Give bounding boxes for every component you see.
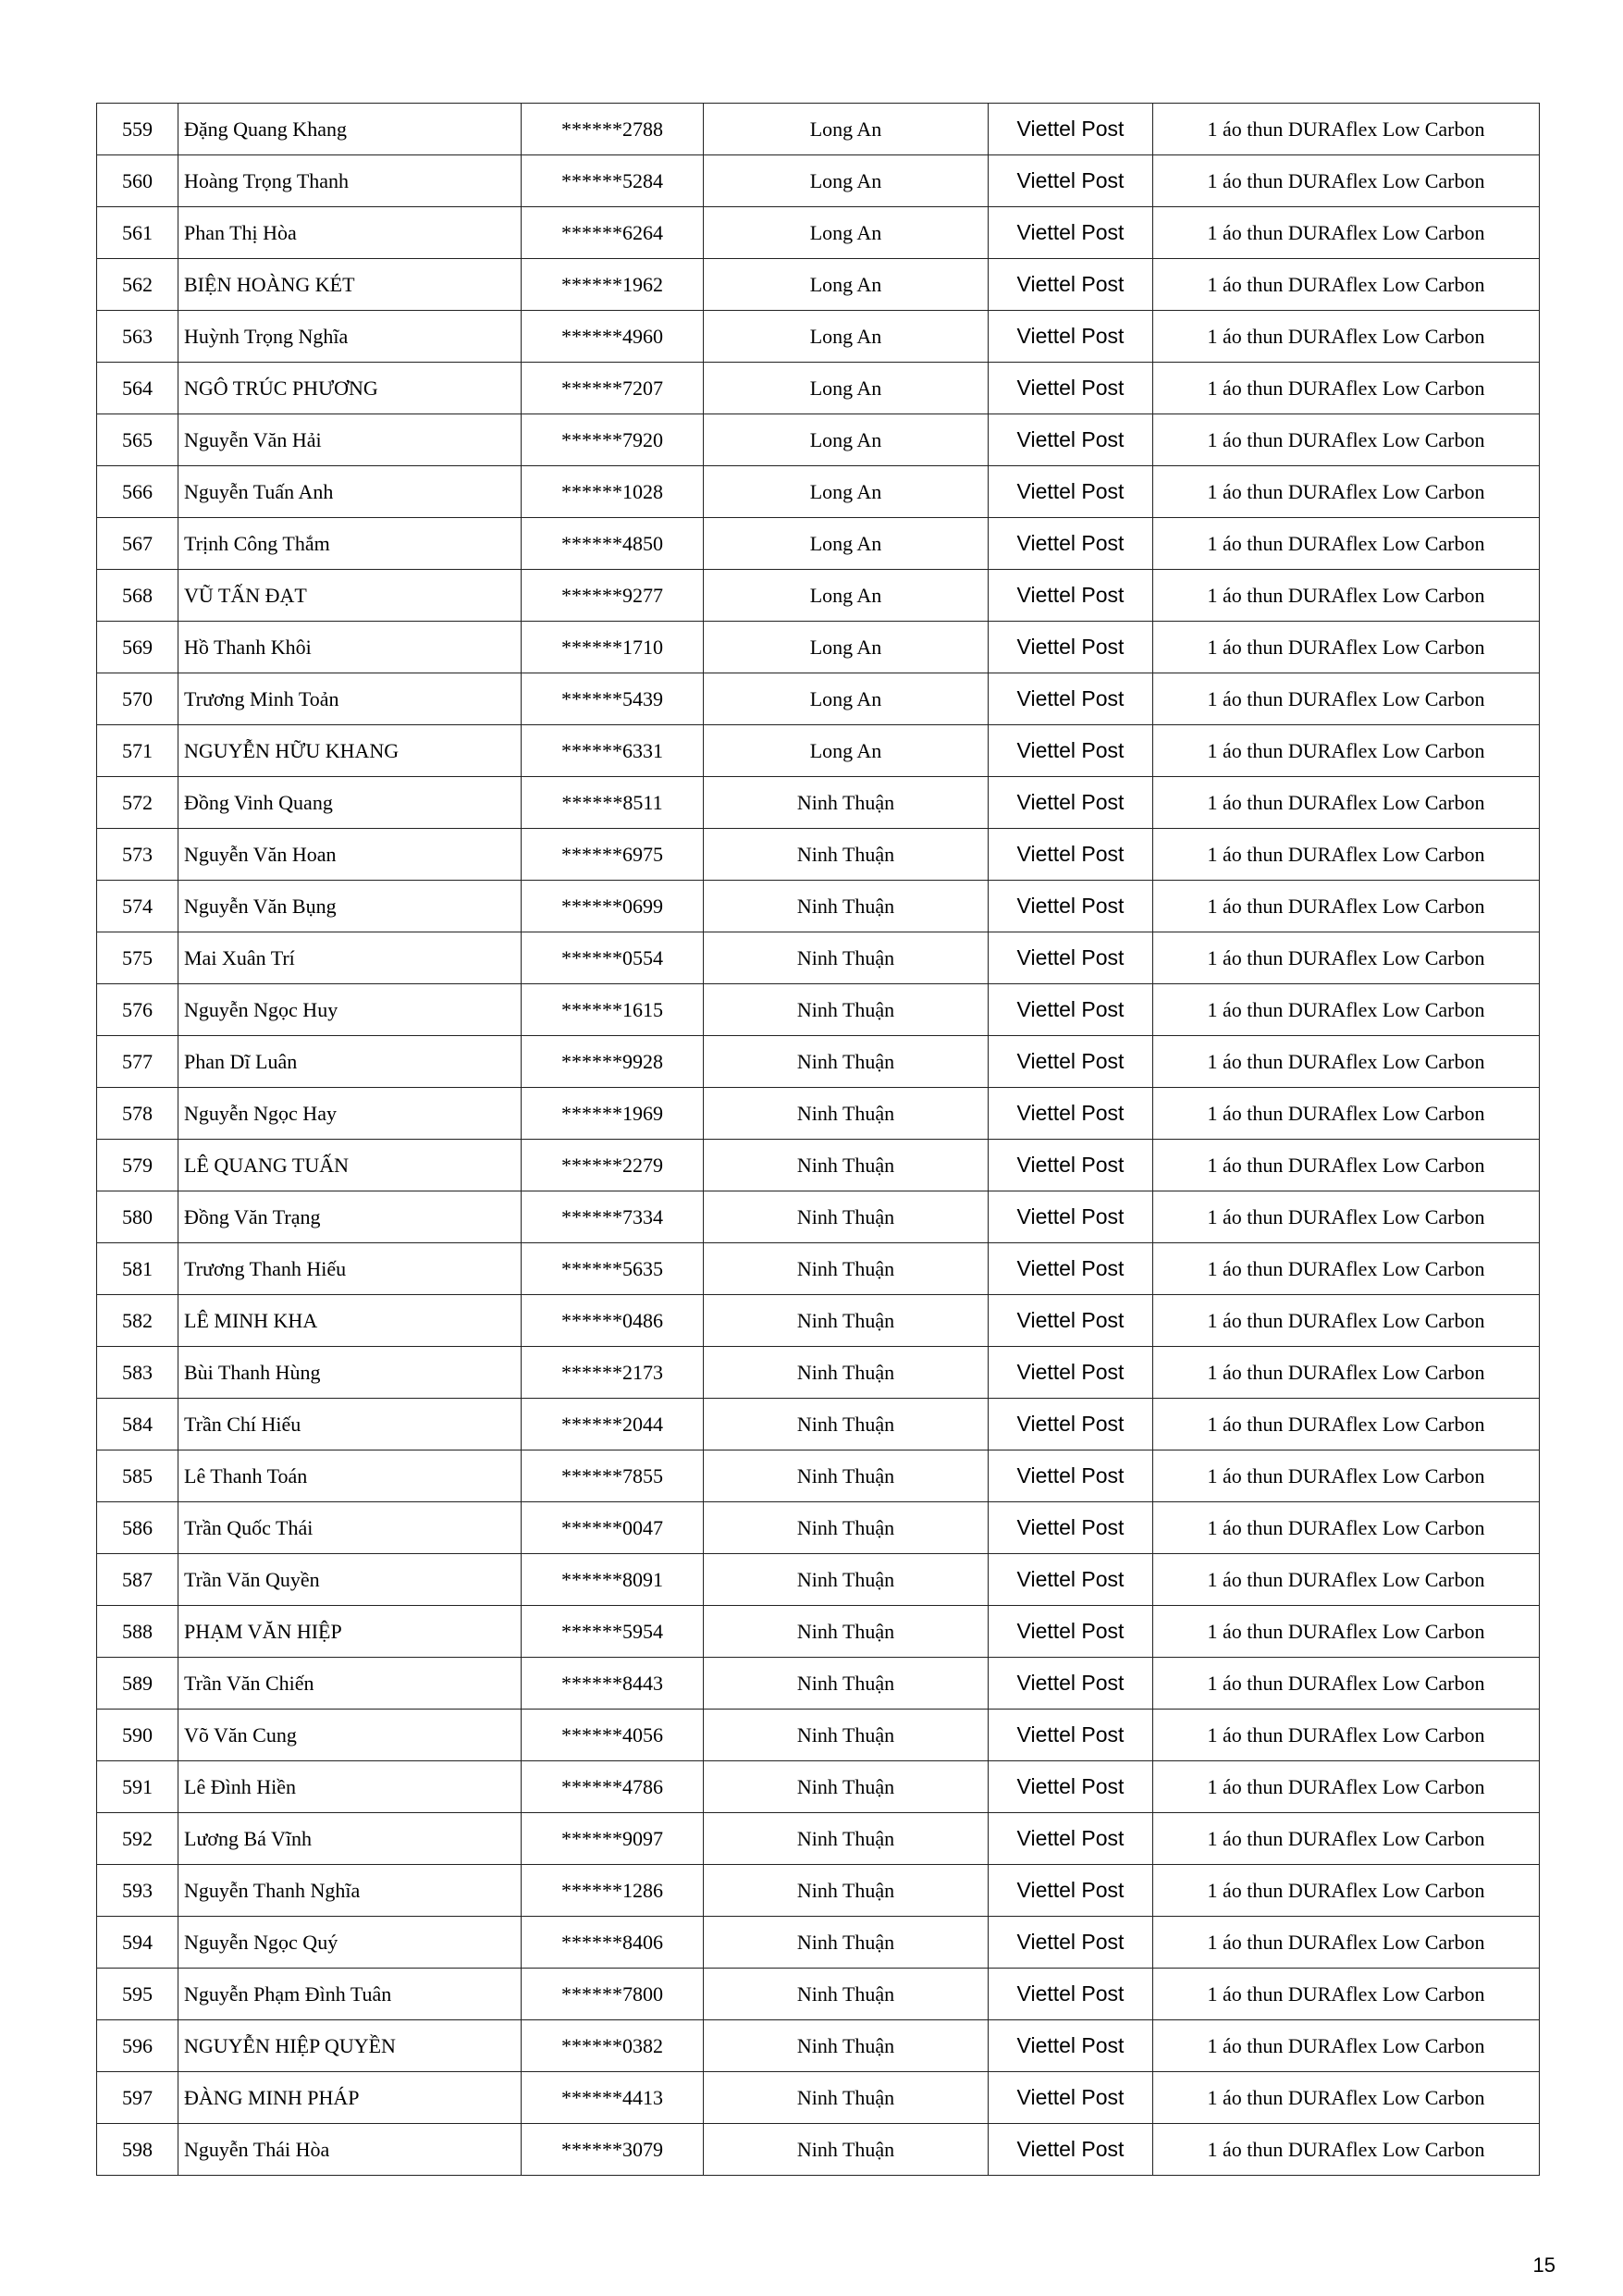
cell-prize: 1 áo thun DURAflex Low Carbon (1153, 1088, 1540, 1140)
table-row (97, 1813, 1540, 1865)
cell-phone: ******3079 (522, 2124, 704, 2176)
cell-phone: ******1615 (522, 984, 704, 1036)
table-row (97, 1658, 1540, 1710)
cell-province: Long An (704, 725, 989, 777)
cell-prize: 1 áo thun DURAflex Low Carbon (1153, 777, 1540, 829)
table-row (97, 414, 1540, 466)
cell-province: Long An (704, 363, 989, 414)
cell-stt: 584 (97, 1399, 178, 1450)
cell-province: Ninh Thuận (704, 1554, 989, 1606)
cell-prize: 1 áo thun DURAflex Low Carbon (1153, 1450, 1540, 1502)
cell-shipper: Viettel Post (989, 1969, 1153, 2020)
cell-phone: ******7855 (522, 1450, 704, 1502)
cell-name: Trần Chí Hiếu (178, 1399, 522, 1450)
table-row (97, 1761, 1540, 1813)
table-row (97, 725, 1540, 777)
cell-prize: 1 áo thun DURAflex Low Carbon (1153, 155, 1540, 207)
cell-name: Nguyễn Ngọc Quý (178, 1917, 522, 1969)
cell-name: NGÔ TRÚC PHƯƠNG (178, 363, 522, 414)
cell-name: Nguyễn Văn Bụng (178, 881, 522, 932)
cell-prize: 1 áo thun DURAflex Low Carbon (1153, 932, 1540, 984)
cell-shipper: Viettel Post (989, 155, 1153, 207)
cell-prize: 1 áo thun DURAflex Low Carbon (1153, 984, 1540, 1036)
cell-province: Ninh Thuận (704, 1399, 989, 1450)
cell-name: VŨ TẤN ĐẠT (178, 570, 522, 622)
cell-phone: ******7334 (522, 1191, 704, 1243)
cell-name: PHẠM VĂN HIỆP (178, 1606, 522, 1658)
table-row (97, 777, 1540, 829)
cell-name: Lê Đình Hiền (178, 1761, 522, 1813)
cell-prize: 1 áo thun DURAflex Low Carbon (1153, 311, 1540, 363)
cell-name: LÊ MINH KHA (178, 1295, 522, 1347)
table-row (97, 207, 1540, 259)
cell-prize: 1 áo thun DURAflex Low Carbon (1153, 881, 1540, 932)
winners-table (96, 103, 1540, 2176)
cell-phone: ******6975 (522, 829, 704, 881)
cell-phone: ******0486 (522, 1295, 704, 1347)
cell-province: Ninh Thuận (704, 1191, 989, 1243)
cell-phone: ******0382 (522, 2020, 704, 2072)
cell-shipper: Viettel Post (989, 104, 1153, 155)
cell-province: Ninh Thuận (704, 984, 989, 1036)
cell-shipper: Viettel Post (989, 1658, 1153, 1710)
cell-name: Trần Quốc Thái (178, 1502, 522, 1554)
table-row (97, 1969, 1540, 2020)
cell-province: Ninh Thuận (704, 1865, 989, 1917)
cell-shipper: Viettel Post (989, 673, 1153, 725)
table-row (97, 1036, 1540, 1088)
cell-prize: 1 áo thun DURAflex Low Carbon (1153, 1243, 1540, 1295)
cell-shipper: Viettel Post (989, 1140, 1153, 1191)
cell-prize: 1 áo thun DURAflex Low Carbon (1153, 1969, 1540, 2020)
cell-stt: 560 (97, 155, 178, 207)
cell-name: Nguyễn Thanh Nghĩa (178, 1865, 522, 1917)
cell-province: Ninh Thuận (704, 932, 989, 984)
cell-name: Trương Minh Toản (178, 673, 522, 725)
cell-name: NGUYỄN HỮU KHANG (178, 725, 522, 777)
cell-shipper: Viettel Post (989, 1813, 1153, 1865)
cell-prize: 1 áo thun DURAflex Low Carbon (1153, 1502, 1540, 1554)
cell-name: Đồng Vinh Quang (178, 777, 522, 829)
cell-stt: 565 (97, 414, 178, 466)
cell-name: Võ Văn Cung (178, 1710, 522, 1761)
cell-shipper: Viettel Post (989, 1399, 1153, 1450)
table-row (97, 932, 1540, 984)
cell-shipper: Viettel Post (989, 414, 1153, 466)
cell-stt: 587 (97, 1554, 178, 1606)
cell-name: Nguyễn Văn Hoan (178, 829, 522, 881)
cell-province: Ninh Thuận (704, 2072, 989, 2124)
cell-stt: 595 (97, 1969, 178, 2020)
table-row (97, 570, 1540, 622)
cell-stt: 576 (97, 984, 178, 1036)
page-number: 15 (1532, 2253, 1555, 2277)
cell-prize: 1 áo thun DURAflex Low Carbon (1153, 1191, 1540, 1243)
cell-shipper: Viettel Post (989, 725, 1153, 777)
winners-table-body (97, 104, 1540, 2176)
cell-phone: ******5439 (522, 673, 704, 725)
cell-stt: 577 (97, 1036, 178, 1088)
cell-shipper: Viettel Post (989, 622, 1153, 673)
cell-name: Phan Thị Hòa (178, 207, 522, 259)
cell-stt: 574 (97, 881, 178, 932)
cell-stt: 593 (97, 1865, 178, 1917)
cell-prize: 1 áo thun DURAflex Low Carbon (1153, 1295, 1540, 1347)
cell-stt: 567 (97, 518, 178, 570)
cell-prize: 1 áo thun DURAflex Low Carbon (1153, 207, 1540, 259)
cell-prize: 1 áo thun DURAflex Low Carbon (1153, 1606, 1540, 1658)
cell-phone: ******4056 (522, 1710, 704, 1761)
cell-stt: 569 (97, 622, 178, 673)
cell-prize: 1 áo thun DURAflex Low Carbon (1153, 1658, 1540, 1710)
cell-prize: 1 áo thun DURAflex Low Carbon (1153, 1917, 1540, 1969)
table-row (97, 466, 1540, 518)
cell-shipper: Viettel Post (989, 1191, 1153, 1243)
cell-prize: 1 áo thun DURAflex Low Carbon (1153, 622, 1540, 673)
cell-phone: ******2279 (522, 1140, 704, 1191)
cell-phone: ******8443 (522, 1658, 704, 1710)
cell-stt: 561 (97, 207, 178, 259)
cell-province: Ninh Thuận (704, 1813, 989, 1865)
cell-name: BIỆN HOÀNG KÉT (178, 259, 522, 311)
table-row (97, 1502, 1540, 1554)
cell-stt: 573 (97, 829, 178, 881)
cell-province: Ninh Thuận (704, 1502, 989, 1554)
cell-shipper: Viettel Post (989, 1710, 1153, 1761)
table-row (97, 2020, 1540, 2072)
cell-name: Trần Văn Quyền (178, 1554, 522, 1606)
cell-shipper: Viettel Post (989, 259, 1153, 311)
cell-shipper: Viettel Post (989, 1606, 1153, 1658)
cell-shipper: Viettel Post (989, 1088, 1153, 1140)
cell-shipper: Viettel Post (989, 932, 1153, 984)
cell-name: Bùi Thanh Hùng (178, 1347, 522, 1399)
cell-shipper: Viettel Post (989, 1450, 1153, 1502)
cell-phone: ******1710 (522, 622, 704, 673)
cell-phone: ******5635 (522, 1243, 704, 1295)
cell-stt: 578 (97, 1088, 178, 1140)
cell-name: LÊ QUANG TUẤN (178, 1140, 522, 1191)
cell-name: Lê Thanh Toán (178, 1450, 522, 1502)
cell-province: Long An (704, 518, 989, 570)
cell-phone: ******0699 (522, 881, 704, 932)
cell-name: Phan Dĩ Luân (178, 1036, 522, 1088)
cell-name: Nguyễn Thái Hòa (178, 2124, 522, 2176)
cell-stt: 568 (97, 570, 178, 622)
cell-prize: 1 áo thun DURAflex Low Carbon (1153, 259, 1540, 311)
cell-prize: 1 áo thun DURAflex Low Carbon (1153, 1554, 1540, 1606)
cell-name: Đồng Văn Trạng (178, 1191, 522, 1243)
cell-stt: 570 (97, 673, 178, 725)
table-row (97, 984, 1540, 1036)
cell-province: Long An (704, 622, 989, 673)
cell-shipper: Viettel Post (989, 1865, 1153, 1917)
cell-prize: 1 áo thun DURAflex Low Carbon (1153, 673, 1540, 725)
cell-name: ĐÀNG MINH PHÁP (178, 2072, 522, 2124)
cell-stt: 586 (97, 1502, 178, 1554)
cell-phone: ******5284 (522, 155, 704, 207)
cell-prize: 1 áo thun DURAflex Low Carbon (1153, 829, 1540, 881)
cell-phone: ******4413 (522, 2072, 704, 2124)
table-row (97, 1606, 1540, 1658)
cell-phone: ******7800 (522, 1969, 704, 2020)
table-row (97, 518, 1540, 570)
cell-shipper: Viettel Post (989, 829, 1153, 881)
cell-province: Ninh Thuận (704, 1140, 989, 1191)
cell-shipper: Viettel Post (989, 984, 1153, 1036)
cell-prize: 1 áo thun DURAflex Low Carbon (1153, 2020, 1540, 2072)
table-row (97, 1140, 1540, 1191)
cell-province: Ninh Thuận (704, 1761, 989, 1813)
cell-shipper: Viettel Post (989, 2020, 1153, 2072)
cell-prize: 1 áo thun DURAflex Low Carbon (1153, 1140, 1540, 1191)
cell-prize: 1 áo thun DURAflex Low Carbon (1153, 2124, 1540, 2176)
cell-shipper: Viettel Post (989, 1243, 1153, 1295)
cell-stt: 585 (97, 1450, 178, 1502)
cell-shipper: Viettel Post (989, 1347, 1153, 1399)
cell-prize: 1 áo thun DURAflex Low Carbon (1153, 518, 1540, 570)
cell-prize: 1 áo thun DURAflex Low Carbon (1153, 1710, 1540, 1761)
cell-province: Ninh Thuận (704, 1969, 989, 2020)
cell-shipper: Viettel Post (989, 881, 1153, 932)
cell-stt: 597 (97, 2072, 178, 2124)
cell-stt: 588 (97, 1606, 178, 1658)
cell-shipper: Viettel Post (989, 570, 1153, 622)
cell-province: Ninh Thuận (704, 1658, 989, 1710)
cell-shipper: Viettel Post (989, 1917, 1153, 1969)
table-row (97, 311, 1540, 363)
table-row (97, 1399, 1540, 1450)
cell-phone: ******6264 (522, 207, 704, 259)
cell-province: Long An (704, 104, 989, 155)
cell-phone: ******0047 (522, 1502, 704, 1554)
cell-province: Ninh Thuận (704, 1088, 989, 1140)
cell-province: Long An (704, 570, 989, 622)
cell-stt: 589 (97, 1658, 178, 1710)
cell-shipper: Viettel Post (989, 1502, 1153, 1554)
cell-name: Nguyễn Ngọc Huy (178, 984, 522, 1036)
cell-province: Ninh Thuận (704, 1295, 989, 1347)
table-row (97, 363, 1540, 414)
table-row (97, 1295, 1540, 1347)
table-row (97, 2072, 1540, 2124)
cell-stt: 581 (97, 1243, 178, 1295)
cell-province: Long An (704, 466, 989, 518)
cell-stt: 590 (97, 1710, 178, 1761)
table-row (97, 1865, 1540, 1917)
cell-phone: ******1962 (522, 259, 704, 311)
table-row (97, 104, 1540, 155)
cell-phone: ******7920 (522, 414, 704, 466)
cell-name: Nguyễn Tuấn Anh (178, 466, 522, 518)
table-row (97, 1347, 1540, 1399)
cell-name: Hoàng Trọng Thanh (178, 155, 522, 207)
cell-shipper: Viettel Post (989, 311, 1153, 363)
cell-province: Ninh Thuận (704, 2020, 989, 2072)
cell-stt: 583 (97, 1347, 178, 1399)
cell-prize: 1 áo thun DURAflex Low Carbon (1153, 2072, 1540, 2124)
cell-name: Nguyễn Phạm Đình Tuân (178, 1969, 522, 2020)
cell-stt: 591 (97, 1761, 178, 1813)
cell-name: Trịnh Công Thắm (178, 518, 522, 570)
cell-shipper: Viettel Post (989, 2072, 1153, 2124)
cell-province: Ninh Thuận (704, 1347, 989, 1399)
cell-prize: 1 áo thun DURAflex Low Carbon (1153, 414, 1540, 466)
table-row (97, 1191, 1540, 1243)
cell-prize: 1 áo thun DURAflex Low Carbon (1153, 466, 1540, 518)
cell-name: Đặng Quang Khang (178, 104, 522, 155)
cell-stt: 579 (97, 1140, 178, 1191)
cell-name: Lương Bá Vĩnh (178, 1813, 522, 1865)
cell-stt: 580 (97, 1191, 178, 1243)
cell-prize: 1 áo thun DURAflex Low Carbon (1153, 1399, 1540, 1450)
cell-name: Mai Xuân Trí (178, 932, 522, 984)
cell-shipper: Viettel Post (989, 518, 1153, 570)
cell-phone: ******9277 (522, 570, 704, 622)
cell-stt: 566 (97, 466, 178, 518)
cell-shipper: Viettel Post (989, 1761, 1153, 1813)
cell-province: Ninh Thuận (704, 1710, 989, 1761)
cell-shipper: Viettel Post (989, 466, 1153, 518)
cell-province: Long An (704, 155, 989, 207)
table-row (97, 881, 1540, 932)
cell-phone: ******4960 (522, 311, 704, 363)
cell-province: Long An (704, 414, 989, 466)
cell-phone: ******6331 (522, 725, 704, 777)
cell-phone: ******9928 (522, 1036, 704, 1088)
cell-province: Ninh Thuận (704, 1917, 989, 1969)
cell-province: Long An (704, 259, 989, 311)
cell-phone: ******9097 (522, 1813, 704, 1865)
cell-prize: 1 áo thun DURAflex Low Carbon (1153, 1347, 1540, 1399)
cell-stt: 562 (97, 259, 178, 311)
cell-shipper: Viettel Post (989, 207, 1153, 259)
cell-stt: 564 (97, 363, 178, 414)
cell-name: NGUYỄN HIỆP QUYỀN (178, 2020, 522, 2072)
cell-province: Ninh Thuận (704, 777, 989, 829)
cell-province: Ninh Thuận (704, 1450, 989, 1502)
table-row (97, 622, 1540, 673)
cell-name: Nguyễn Ngọc Hay (178, 1088, 522, 1140)
cell-province: Ninh Thuận (704, 1243, 989, 1295)
cell-phone: ******0554 (522, 932, 704, 984)
cell-prize: 1 áo thun DURAflex Low Carbon (1153, 1761, 1540, 1813)
cell-name: Nguyễn Văn Hải (178, 414, 522, 466)
cell-shipper: Viettel Post (989, 1295, 1153, 1347)
table-row (97, 1450, 1540, 1502)
table-row (97, 673, 1540, 725)
table-row (97, 259, 1540, 311)
cell-phone: ******5954 (522, 1606, 704, 1658)
cell-phone: ******2788 (522, 104, 704, 155)
cell-phone: ******8091 (522, 1554, 704, 1606)
cell-stt: 559 (97, 104, 178, 155)
cell-shipper: Viettel Post (989, 1554, 1153, 1606)
cell-stt: 582 (97, 1295, 178, 1347)
cell-name: Hồ Thanh Khôi (178, 622, 522, 673)
table-row (97, 1710, 1540, 1761)
cell-province: Long An (704, 207, 989, 259)
cell-stt: 571 (97, 725, 178, 777)
cell-stt: 598 (97, 2124, 178, 2176)
cell-phone: ******4786 (522, 1761, 704, 1813)
table-row (97, 829, 1540, 881)
cell-phone: ******8511 (522, 777, 704, 829)
cell-province: Ninh Thuận (704, 1606, 989, 1658)
cell-prize: 1 áo thun DURAflex Low Carbon (1153, 725, 1540, 777)
cell-phone: ******1028 (522, 466, 704, 518)
cell-prize: 1 áo thun DURAflex Low Carbon (1153, 570, 1540, 622)
cell-shipper: Viettel Post (989, 777, 1153, 829)
table-row (97, 1554, 1540, 1606)
cell-phone: ******2044 (522, 1399, 704, 1450)
cell-prize: 1 áo thun DURAflex Low Carbon (1153, 104, 1540, 155)
table-row (97, 1917, 1540, 1969)
cell-phone: ******4850 (522, 518, 704, 570)
cell-prize: 1 áo thun DURAflex Low Carbon (1153, 1036, 1540, 1088)
cell-prize: 1 áo thun DURAflex Low Carbon (1153, 1813, 1540, 1865)
cell-name: Huỳnh Trọng Nghĩa (178, 311, 522, 363)
cell-stt: 594 (97, 1917, 178, 1969)
cell-stt: 596 (97, 2020, 178, 2072)
cell-province: Ninh Thuận (704, 1036, 989, 1088)
table-row (97, 1088, 1540, 1140)
cell-stt: 575 (97, 932, 178, 984)
cell-stt: 572 (97, 777, 178, 829)
cell-province: Ninh Thuận (704, 829, 989, 881)
cell-prize: 1 áo thun DURAflex Low Carbon (1153, 1865, 1540, 1917)
cell-province: Long An (704, 311, 989, 363)
cell-prize: 1 áo thun DURAflex Low Carbon (1153, 363, 1540, 414)
cell-stt: 592 (97, 1813, 178, 1865)
cell-phone: ******1969 (522, 1088, 704, 1140)
cell-phone: ******2173 (522, 1347, 704, 1399)
cell-name: Trần Văn Chiến (178, 1658, 522, 1710)
cell-phone: ******8406 (522, 1917, 704, 1969)
cell-shipper: Viettel Post (989, 1036, 1153, 1088)
table-row (97, 2124, 1540, 2176)
cell-province: Long An (704, 673, 989, 725)
table-row (97, 1243, 1540, 1295)
cell-province: Ninh Thuận (704, 2124, 989, 2176)
table-row (97, 155, 1540, 207)
cell-name: Trương Thanh Hiếu (178, 1243, 522, 1295)
cell-phone: ******1286 (522, 1865, 704, 1917)
cell-phone: ******7207 (522, 363, 704, 414)
cell-province: Ninh Thuận (704, 881, 989, 932)
cell-shipper: Viettel Post (989, 363, 1153, 414)
cell-shipper: Viettel Post (989, 2124, 1153, 2176)
cell-stt: 563 (97, 311, 178, 363)
